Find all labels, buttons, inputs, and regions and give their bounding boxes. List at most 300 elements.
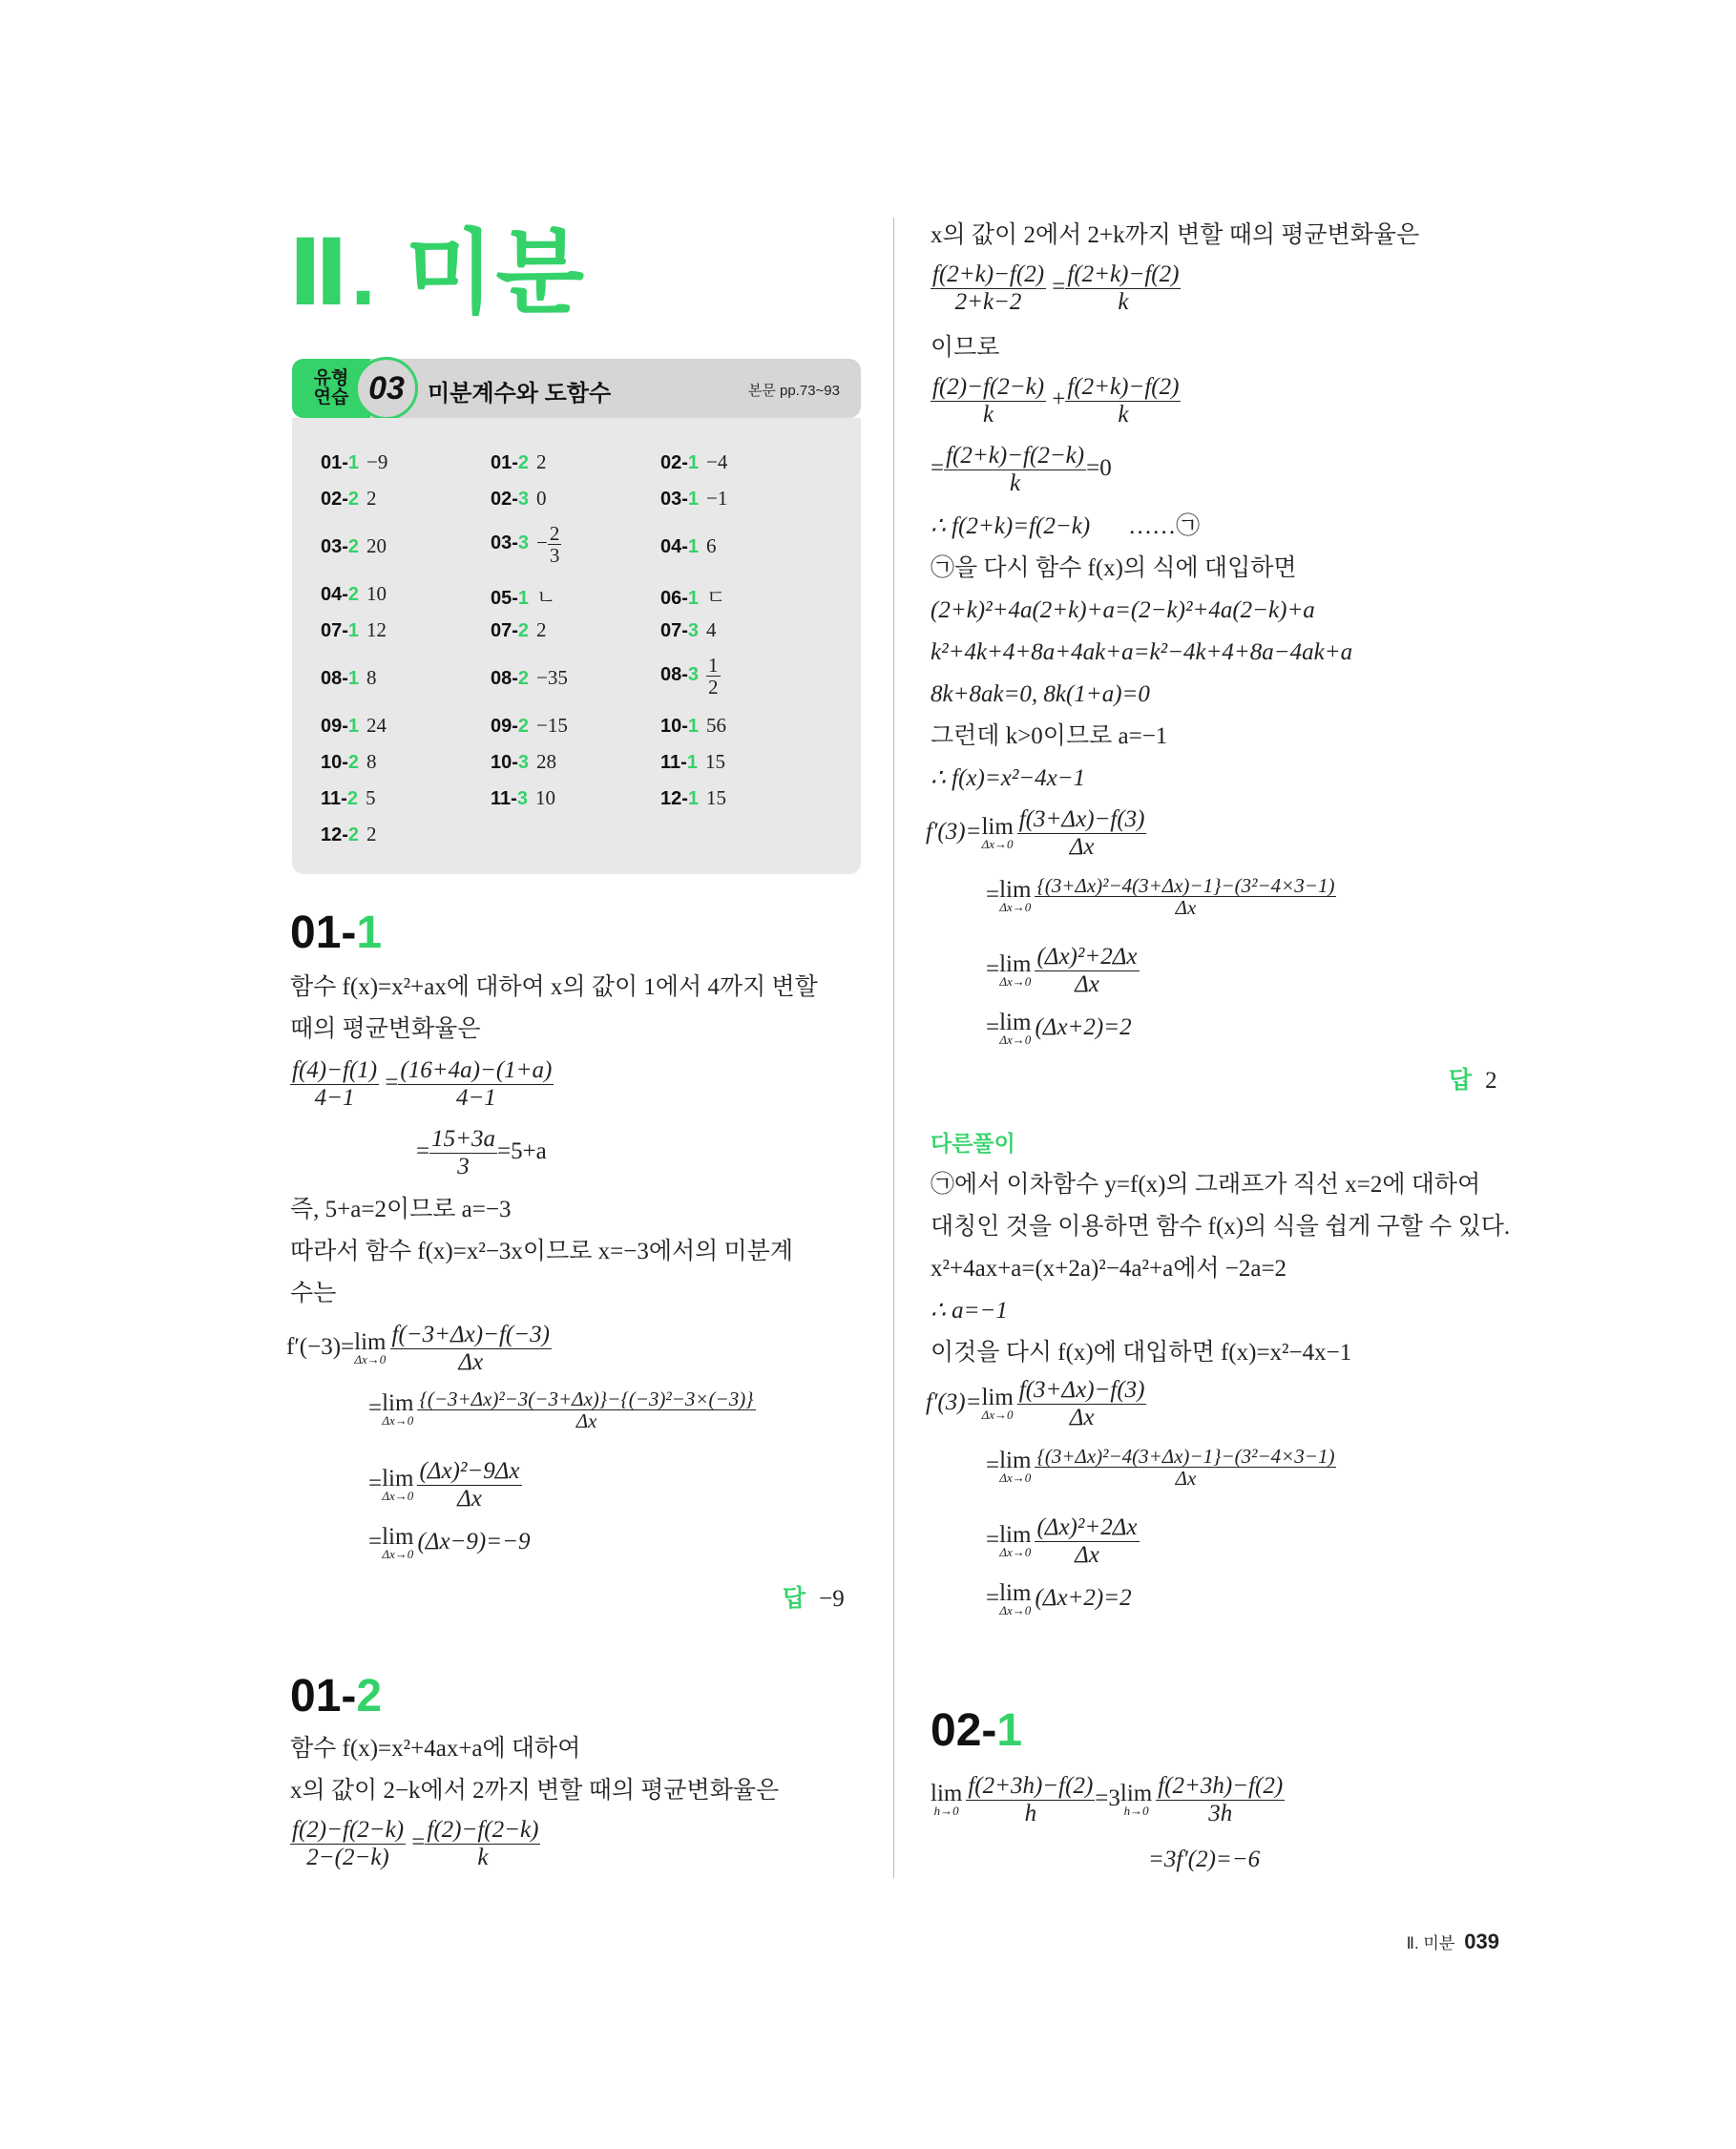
answer-label: [321, 489, 359, 510]
numerator: {(3+Δx)²−4(3+Δx)−1}−(3²−4×3−1): [1036, 1445, 1335, 1468]
numerator: f(2+k)−f(2): [1067, 261, 1180, 287]
answer-label: [321, 716, 359, 737]
answer-label-main: 12-: [321, 824, 348, 845]
denominator: 2+k−2: [954, 289, 1022, 315]
answer-value: −15: [536, 714, 568, 737]
limit: [981, 814, 1014, 851]
lim-sub: Δx→0: [999, 974, 1032, 989]
answer-label-main: 07-: [660, 620, 688, 641]
text-line: 함수 f(x)=x²+ax에 대하여 x의 값이 1에서 4까지 변할: [290, 974, 818, 1000]
text-line: 즉, 5+a=2이므로 a=−3: [290, 1197, 512, 1222]
answer-label-main: 12-: [660, 788, 688, 809]
type-badge-line1: 유형: [313, 368, 349, 388]
answer-label-sub: 3: [516, 788, 528, 809]
chapter-title: Ⅱ. 미분: [288, 222, 587, 324]
answer-label-main: 01-: [491, 452, 518, 473]
answer-label-sub: 2: [517, 716, 530, 737]
answer-label: [491, 788, 528, 809]
lim-word: lim: [999, 877, 1032, 903]
alt-derivative-line-1: [926, 1377, 1146, 1431]
answer-fraction: [706, 655, 721, 698]
answer-item: [660, 618, 717, 642]
answer-label-sub: 2: [517, 668, 530, 689]
answer-value: 15: [704, 750, 725, 773]
text-line: x²+4ax+a=(x+2a)²−4a²+a에서 −2a=2: [931, 1256, 1287, 1282]
numerator: (Δx)²+2Δx: [1036, 1514, 1138, 1540]
answer-value: 2: [366, 487, 377, 510]
text-line: 수는: [290, 1281, 337, 1306]
answer-value: 2: [366, 823, 377, 845]
panel-header: [292, 359, 861, 418]
fraction: [944, 443, 1086, 497]
answer-label-sub: 2: [517, 620, 530, 641]
denominator: h: [1024, 1801, 1037, 1826]
fraction: [1156, 1773, 1285, 1827]
lim-sub: Δx→0: [999, 1603, 1032, 1617]
denominator: 2−(2−k): [306, 1845, 389, 1870]
answer-grid: [292, 418, 861, 874]
text-line: 이므로: [931, 335, 1000, 361]
answer-label: [321, 584, 359, 605]
answer-item: [491, 786, 555, 810]
denominator: Δx: [1175, 896, 1197, 919]
answer-item: [491, 450, 547, 474]
fraction: [1017, 806, 1147, 861]
answer-item: [491, 750, 556, 774]
answer-item: [660, 750, 725, 774]
answer-label-sub: 1: [687, 588, 700, 609]
text-line: 대칭인 것을 이용하면 함수 f(x)의 식을 쉽게 구할 수 있다.: [931, 1214, 1511, 1240]
equation: = $\frac{15+3a}{3}$ =5+a: [416, 1126, 547, 1179]
answer-label-sub: 2: [346, 788, 358, 809]
answer-label-main: 09-: [321, 716, 348, 737]
lim-sub: Δx→0: [999, 1033, 1032, 1047]
alt-derivative-line-2: =lim Δx→0 $\frac{\text{\{(3+Δx)²−4(3+Δx)−1\}−(3²−4×3−1)}}{\Delta x}$: [986, 1445, 1335, 1490]
fraction: [931, 374, 1046, 428]
derivative-line-4: =lim Δx→0 (Δx−9)=−9: [368, 1524, 531, 1561]
text-line: ∴ f(x)=x²−4x−1: [931, 765, 1086, 791]
lhs: f′(3)=: [926, 1389, 982, 1416]
limit: [382, 1524, 414, 1561]
answer-value: −35: [536, 666, 568, 689]
answer-label-sub: 3: [687, 620, 700, 641]
problem-heading-01-2: [290, 1670, 382, 1722]
answer-label-sub: 1: [687, 489, 700, 510]
answer-label-main: 01-: [321, 452, 348, 473]
text-line: 함수 f(x)=x²+4ax+a에 대하여: [290, 1736, 581, 1762]
alternative-solution-title: 다른풀이: [931, 1131, 1015, 1156]
answer-label-sub: 3: [687, 664, 700, 686]
equation: $\frac{f(2)-f(2-k)}{k}$ + $\frac{f(2+k)-f(2)}{k}$: [932, 374, 1180, 428]
answer-label-main: 03-: [660, 489, 688, 510]
text-line: =3f′(2)=−6: [1148, 1846, 1261, 1872]
lim-word: lim: [354, 1329, 387, 1355]
answer-value: 24: [366, 714, 387, 737]
lim-word: lim: [999, 951, 1032, 977]
fraction: [966, 1773, 1095, 1827]
text-line: k²+4k+4+8a+4ak+a=k²−4k+4+8a−4ak+a: [931, 639, 1353, 665]
answer-item: [491, 714, 568, 738]
answer-label: [321, 752, 359, 773]
text-line: 이것을 다시 f(x)에 대입하면 f(x)=x²−4x−1: [931, 1340, 1352, 1366]
answer-value: 20: [366, 534, 387, 557]
text-line: x의 값이 2에서 2+k까지 변할 때의 평균변화율은: [931, 222, 1420, 248]
derivative-line-3: =lim Δx→0 $\frac{\text{(Δx)²+2Δx}}{\Delta x}$: [986, 944, 1138, 997]
limit-expression: (Δx+2)=2: [1035, 1585, 1132, 1612]
limit: [382, 1466, 414, 1503]
answer-item: [660, 786, 726, 810]
denominator: 3h: [1208, 1801, 1233, 1826]
lhs: f′(3)=: [926, 819, 982, 845]
answer-label-sub: 1: [687, 788, 700, 809]
denominator: k: [1118, 289, 1129, 315]
fraction: [429, 1126, 497, 1180]
type-badge-line2: 연습: [313, 387, 349, 407]
numerator: f(2)−f(2−k): [427, 1817, 539, 1843]
derivative-line-4: =lim Δx→0 (Δx+2)=2: [986, 1010, 1132, 1047]
lim-sub: Δx→0: [999, 1545, 1032, 1559]
limit: [354, 1329, 387, 1367]
numerator: f(3+Δx)−f(3): [1018, 806, 1145, 832]
text-line: 따라서 함수 f(x)=x²−3x이므로 x=−3에서의 미분계: [290, 1239, 793, 1264]
answer-label-sub: 2: [347, 584, 360, 605]
answer-label: [321, 824, 359, 845]
answer-value: −1: [706, 487, 728, 510]
answer-label-main: 10-: [321, 752, 348, 773]
answer-label: [660, 452, 699, 473]
answer-value: 28: [536, 750, 557, 773]
answer-item: [321, 714, 387, 738]
text-line: 때의 평균변화율은: [290, 1016, 481, 1042]
derivative-line-1: [286, 1322, 552, 1376]
equation-rest: =5+a: [496, 1138, 547, 1165]
answer-item: [660, 714, 726, 738]
answer-value: 0: [536, 487, 547, 510]
answer-item: [491, 666, 568, 690]
answer-label: [321, 668, 359, 689]
lim-word: lim: [999, 1580, 1032, 1606]
answer-fraction: [548, 523, 562, 566]
limit: [999, 877, 1032, 914]
answer-label-sub: 1: [517, 588, 530, 609]
lim-word: lim: [999, 1448, 1032, 1473]
answer-value: 2: [536, 618, 547, 641]
numerator: f(2)−f(2−k): [932, 374, 1045, 400]
answer-item: [321, 534, 387, 558]
answer-label-main: 08-: [491, 668, 518, 689]
fraction: [390, 1322, 552, 1376]
answer-value: 2: [1485, 1068, 1497, 1094]
answer-item: [660, 655, 721, 698]
alt-derivative-line-3: =lim Δx→0 $\frac{\text{(Δx)²+2Δx}}{\Delta x}$: [986, 1514, 1138, 1568]
answer-item: [660, 450, 727, 474]
numerator: f(−3+Δx)−f(−3): [391, 1322, 550, 1347]
answer-label-sub: 2: [347, 536, 360, 557]
equation: $\frac{f(2)-f(2-k)}{2-(2-k)}$ = $\frac{f(2)-f(2-k)}{k}$: [292, 1817, 539, 1870]
numerator: {(−3+Δx)²−3(−3+Δx)}−{(−3)²−3×(−3)}: [419, 1387, 754, 1410]
derivative-line-2: =lim Δx→0 $\frac{\text{\{(−3+Δx)²−3(−3+Δx)\}−\{(−3)²−3×(−3)\}}}{\Delta x}$: [368, 1387, 754, 1432]
answer-label-sub: 1: [687, 716, 700, 737]
numerator: f(2)−f(2−k): [292, 1817, 405, 1843]
heading-main: 01-: [290, 1671, 357, 1721]
fraction: [1035, 875, 1336, 918]
limit-expression: (Δx−9)=−9: [417, 1529, 531, 1555]
answers-panel: [292, 359, 861, 874]
lim-sub: Δx→0: [382, 1413, 414, 1428]
limit: [981, 1387, 1013, 1421]
answer-label-main: 07-: [491, 620, 518, 641]
answer-label-main: 11-: [321, 788, 347, 809]
equation-mid: =3: [1095, 1785, 1120, 1812]
fraction: [1035, 1514, 1139, 1569]
limit: [999, 1450, 1031, 1484]
answer-value: −9: [819, 1586, 845, 1612]
fraction: [290, 1057, 379, 1112]
text-line: (2+k)²+4a(2+k)+a=(2−k)²+4a(2−k)+a: [931, 597, 1315, 623]
lim-word: lim: [999, 1010, 1032, 1035]
limit: [382, 1390, 414, 1428]
answer-item: [660, 582, 725, 611]
answer-label-main: 07-: [321, 620, 348, 641]
answer-label: [321, 620, 359, 641]
answer-label: [660, 620, 699, 641]
fraction: [1065, 374, 1181, 428]
answer-label-sub: 2: [517, 452, 530, 473]
text-line: ㉠을 다시 함수 f(x)의 식에 대입하면: [931, 555, 1297, 581]
answer-label: [491, 532, 529, 553]
circled-marker: ……㉠: [1128, 513, 1201, 539]
page-reference: 본문 pp.73~93: [747, 383, 840, 399]
answer-value: 5: [365, 786, 376, 809]
lim-sub: h→0: [1123, 1804, 1149, 1818]
lim-word: lim: [1119, 1781, 1153, 1806]
denominator: k: [982, 402, 994, 428]
lim-sub: Δx→0: [999, 1471, 1032, 1485]
answer-label-main: 06-: [660, 588, 688, 609]
heading-sub: 1: [356, 908, 383, 958]
denominator: 3: [457, 1154, 470, 1179]
answer-label-main: 10-: [491, 752, 518, 773]
denominator: k: [1118, 402, 1129, 428]
answer-label-sub: 2: [347, 824, 360, 845]
answer-label: [321, 452, 359, 473]
page-footer: [1407, 1930, 1499, 1954]
denominator: k: [1010, 470, 1021, 496]
numerator: (Δx)²+2Δx: [1036, 944, 1138, 970]
fraction: [1065, 261, 1181, 316]
answer-label: [491, 489, 529, 510]
answer-line: [783, 1584, 845, 1614]
answer-item: [491, 582, 555, 611]
fraction: [425, 1817, 540, 1871]
answer-value: ㄷ: [706, 586, 726, 609]
answer-value: 8: [366, 666, 377, 689]
lhs: f′(−3)=: [286, 1334, 355, 1361]
answer-value: −: [536, 531, 548, 554]
denominator: 2: [708, 676, 719, 699]
numerator: (Δx)²−9Δx: [419, 1458, 520, 1484]
lim-sub: Δx→0: [382, 1489, 414, 1503]
answer-label-main: 03-: [491, 532, 518, 554]
text-line: 그런데 k>0이므로 a=−1: [931, 723, 1168, 749]
numerator: f(4)−f(1): [292, 1057, 378, 1083]
answer-value: 56: [706, 714, 727, 737]
lim-word: lim: [981, 814, 1014, 840]
answer-label-sub: 3: [517, 752, 530, 773]
answer-label-main: 08-: [321, 668, 348, 689]
numerator: f(2+3h)−f(2): [1158, 1773, 1284, 1799]
answer-label: [491, 588, 529, 609]
fraction: [417, 1458, 521, 1513]
numerator: 1: [708, 654, 719, 677]
answer-label: [660, 788, 699, 809]
answer-value: 8: [366, 750, 377, 773]
type-number: 03: [355, 357, 418, 420]
limit: [999, 1580, 1032, 1617]
answer-value: 15: [706, 786, 727, 809]
answer-label-main: 04-: [321, 584, 348, 605]
lim-sub: h→0: [933, 1804, 959, 1818]
answer-item: [321, 823, 377, 846]
answer-value: −4: [706, 450, 728, 473]
equation: [931, 1773, 1285, 1827]
page-number: 039: [1464, 1930, 1499, 1953]
equation-text: ∴ f(2+k)=f(2−k): [931, 513, 1091, 539]
answer-label-sub: 3: [517, 489, 530, 510]
limit: [999, 1522, 1032, 1559]
answer-label-sub: 1: [687, 536, 700, 557]
fraction: [931, 261, 1046, 316]
answer-label: [660, 588, 699, 609]
answer-value: ㄴ: [536, 586, 556, 609]
answer-label-main: 05-: [491, 588, 518, 609]
equation: $\frac{f(2+k)-f(2)}{2+k-2}$ = $\frac{f(2+k)-f(2)}{k}$: [932, 261, 1180, 315]
limit-expression: (Δx+2)=2: [1035, 1014, 1132, 1041]
denominator: Δx: [457, 1486, 482, 1512]
alt-derivative-line-4: =lim Δx→0 (Δx+2)=2: [986, 1580, 1132, 1617]
denominator: Δx: [1069, 1405, 1095, 1430]
denominator: Δx: [1075, 971, 1099, 997]
numerator: f(2+k)−f(2): [1067, 374, 1180, 400]
answer-label: 답: [1449, 1067, 1473, 1094]
lim-word: lim: [382, 1524, 414, 1550]
denominator: 4−1: [314, 1085, 355, 1111]
denominator: Δx: [575, 1409, 597, 1432]
answer-item: [321, 450, 387, 474]
lim-sub: Δx→0: [981, 837, 1014, 851]
lim-sub: Δx→0: [382, 1547, 414, 1561]
numerator: f(3+Δx)−f(3): [1018, 1377, 1145, 1403]
answer-label: [660, 536, 699, 557]
denominator: 4−1: [455, 1085, 496, 1111]
answer-label: [321, 536, 359, 557]
answer-label: 답: [783, 1585, 806, 1612]
column-divider: [893, 218, 894, 1878]
denominator: 3: [549, 544, 560, 567]
answer-item: [660, 487, 727, 511]
answer-value: 4: [706, 618, 717, 641]
text-line: ∴ a=−1: [931, 1298, 1008, 1324]
answer-label-main: 11-: [491, 788, 517, 809]
answer-label-main: 08-: [660, 664, 688, 686]
fraction: [290, 1817, 406, 1871]
answer-label: [321, 788, 358, 809]
heading-main: 02-: [931, 1705, 997, 1756]
fraction: [417, 1388, 755, 1431]
answer-label-sub: 2: [347, 489, 360, 510]
answer-label: [491, 620, 529, 641]
answer-label: [491, 668, 529, 689]
answer-value: 10: [366, 582, 387, 605]
answer-label: [491, 716, 529, 737]
answer-label-main: 02-: [321, 489, 348, 510]
answer-label-main: 09-: [491, 716, 518, 737]
answer-item: [321, 666, 377, 690]
denominator: k: [477, 1845, 489, 1870]
answer-item: [321, 582, 387, 606]
equation-rest: =0: [1086, 455, 1112, 482]
answer-value: 12: [366, 618, 387, 641]
answer-item: [660, 534, 717, 558]
answer-value: 10: [534, 786, 555, 809]
text-line: [931, 512, 1200, 541]
answer-item: [491, 487, 547, 511]
equation: $\frac{f(4)-f(1)}{4-1}$ = $\frac{(16+4a)-(1+a)}{4-1}$: [292, 1057, 553, 1111]
problem-heading-02-1: [931, 1704, 1022, 1757]
lim-word: lim: [981, 1385, 1014, 1410]
answer-item: [321, 487, 377, 511]
lim-sub: Δx→0: [354, 1352, 387, 1367]
answer-item: [321, 750, 377, 774]
numerator: {(3+Δx)²−4(3+Δx)−1}−(3²−4×3−1): [1036, 874, 1335, 897]
answer-label-main: 11-: [660, 752, 687, 773]
answer-label-main: 02-: [660, 452, 688, 473]
numerator: 15+3a: [431, 1126, 495, 1152]
answer-label-main: 04-: [660, 536, 688, 557]
heading-sub: 2: [356, 1671, 383, 1721]
answer-label-sub: 1: [347, 620, 360, 641]
answer-value: 6: [706, 534, 717, 557]
answer-item: [321, 618, 387, 642]
answer-item: [491, 618, 547, 642]
derivative-line-1: [926, 806, 1146, 861]
fraction: [398, 1057, 554, 1112]
numerator: (16+4a)−(1+a): [400, 1057, 553, 1083]
numerator: f(2+k)−f(2): [932, 261, 1045, 287]
answer-label-sub: 1: [687, 452, 700, 473]
limit: [1119, 1781, 1153, 1818]
fraction: [1017, 1377, 1147, 1431]
answer-label-sub: 1: [347, 668, 360, 689]
answer-label-sub: 3: [517, 532, 530, 554]
answer-label: [660, 752, 698, 773]
answer-label-sub: 1: [686, 752, 698, 773]
answer-value: 2: [536, 450, 547, 473]
denominator: Δx: [1175, 1467, 1197, 1490]
derivative-line-2: =lim Δx→0 $\frac{\text{\{(3+Δx)²−4(3+Δx)−1\}−(3²−4×3−1)}}{\Delta x}$: [986, 874, 1335, 919]
lim-word: lim: [382, 1390, 414, 1416]
answer-label: [491, 752, 529, 773]
answer-value: −9: [366, 450, 388, 473]
lim-word: lim: [999, 1522, 1032, 1548]
problem-heading-01-1: [290, 907, 382, 959]
denominator: Δx: [1075, 1542, 1099, 1568]
answer-label-main: 10-: [660, 716, 688, 737]
lim-sub: Δx→0: [981, 1408, 1014, 1422]
limit: [931, 1781, 963, 1818]
answer-label-main: 03-: [321, 536, 348, 557]
heading-sub: 1: [996, 1705, 1023, 1756]
